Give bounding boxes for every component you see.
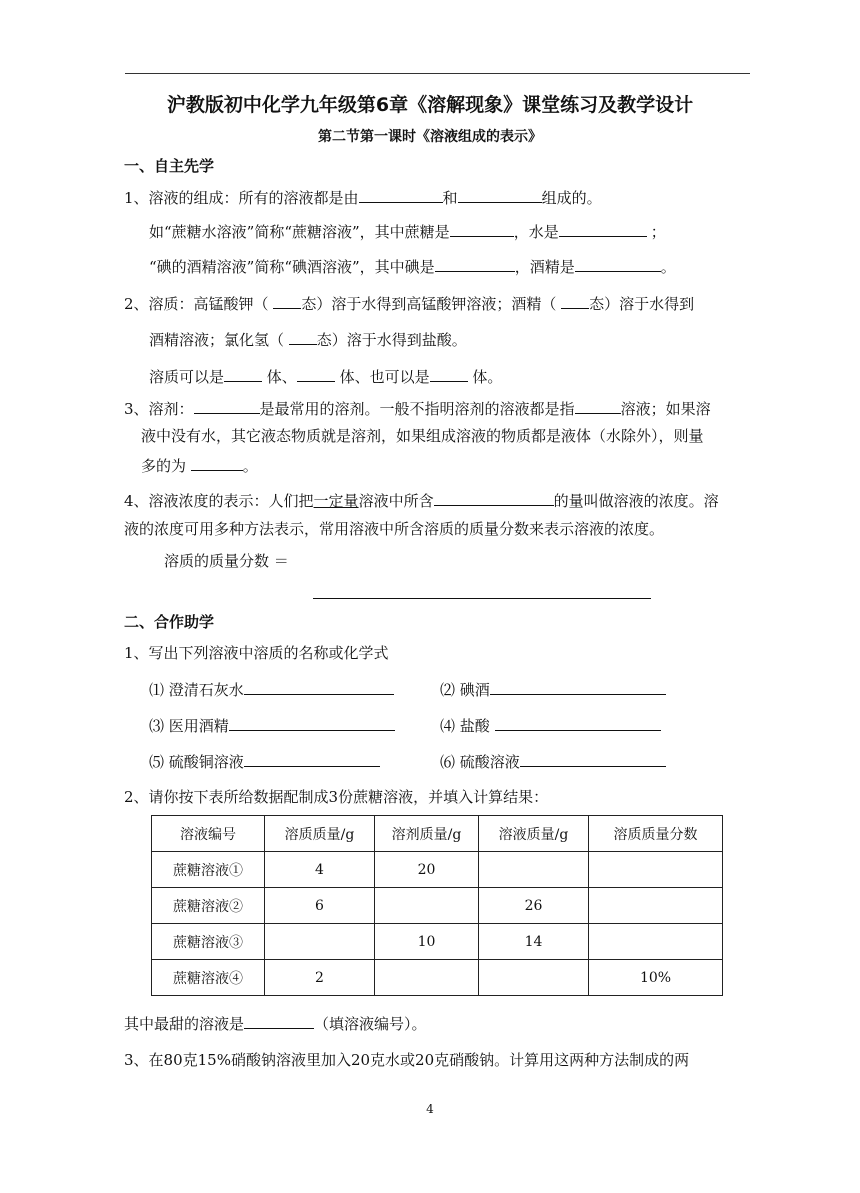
blank[interactable] [434,490,554,506]
table-row [152,888,723,924]
s1-q3-line1: 3、溶剂： 是最常用的溶剂。一般不指明溶剂的溶液都是指 溶液；如果溶 [124,400,711,418]
table-header-cell: 溶剂质量/g [375,816,479,852]
table-cell: 蔗糖溶液③ [152,924,265,960]
table-cell[interactable] [589,888,723,924]
table-cell: 20 [375,852,479,888]
blank[interactable] [450,221,514,237]
s1-q4-line2: 液的浓度可用多种方法表示，常用溶液中所含溶质的质量分数来表示溶液的浓度。 [124,520,665,538]
table-header-cell: 溶质质量/g [265,816,375,852]
blank[interactable] [289,329,317,345]
table-cell[interactable] [589,924,723,960]
table-cell: 26 [479,888,589,924]
document-subtitle: 第二节第一课时《溶液组成的表示》 [318,129,542,145]
blank[interactable] [359,187,443,203]
page-number: 4 [426,1102,434,1116]
blank[interactable] [490,679,666,695]
blank[interactable] [520,751,666,767]
table-cell: 2 [265,960,375,996]
s2-item: ⑶ 医用酒精 [149,715,395,736]
s1-q3-line3: 多的为 。 [141,457,258,475]
blank[interactable] [575,398,621,414]
s1-q4-line1: 4、溶液浓度的表示：人们把一定量溶液中所含 的量叫做溶液的浓度。溶 [124,492,719,510]
formula-label: 溶质的质量分数 ＝ [164,552,289,570]
section2-heading: 二、合作助学 [124,613,215,631]
table-row [152,852,723,888]
s2-item: ⑸ 硫酸铜溶液 [149,751,380,772]
header-rule [125,73,750,74]
blank[interactable] [244,679,394,695]
blank[interactable] [430,366,468,382]
formula-fraction-line [313,598,651,599]
s2-item: ⑷ 盐酸 [440,715,661,736]
blank[interactable] [575,256,661,272]
s1-q2-line2: 酒精溶液；氯化氢（ 态）溶于水得到盐酸。 [149,331,467,349]
s2-item: ⑴ 澄清石灰水 [149,679,394,700]
table-cell: 蔗糖溶液② [152,888,265,924]
table-header-cell: 溶质质量分数 [589,816,723,852]
s1-q3-line2: 液中没有水，其它液态物质就是溶剂，如果组成溶液的物质都是液体（水除外），则量 [141,427,704,445]
table-cell: 4 [265,852,375,888]
s1-q1-example1: 如“蔗糖水溶液”简称“蔗糖溶液”，其中蔗糖是 ，水是 ； [149,223,666,241]
blank[interactable] [224,366,262,382]
blank[interactable] [561,293,589,309]
table-cell[interactable] [265,924,375,960]
s2-q2: 2、请你按下表所给数据配制成3份蔗糖溶液，并填入计算结果： [124,788,549,806]
table-cell: 6 [265,888,375,924]
blank[interactable] [458,187,542,203]
table-cell[interactable] [479,852,589,888]
blank[interactable] [297,366,335,382]
s1-q2-line3: 溶质可以是 体、 体、也可以是 体。 [149,368,503,386]
s2-item: ⑵ 碘酒 [440,679,666,700]
table-cell: 10% [589,960,723,996]
table-row [152,924,723,960]
table-cell[interactable] [589,852,723,888]
table-header-row [152,816,723,852]
s1-q2-line1: 2、溶质：高锰酸钾（ 态）溶于水得到高锰酸钾溶液；酒精（ 态）溶于水得到 [124,295,695,313]
s2-q3: 3、在80克15%硝酸钠溶液里加入20克水或20克硝酸钠。计算用这两种方法制成的两 [124,1051,690,1069]
s1-q1-example2: “碘的酒精溶液”简称“碘酒溶液”，其中碘是 ，酒精是 。 [149,258,676,276]
table-cell[interactable] [479,960,589,996]
table-row [152,960,723,996]
table-cell: 蔗糖溶液④ [152,960,265,996]
blank[interactable] [495,715,661,731]
table-cell: 14 [479,924,589,960]
table-cell[interactable] [375,888,479,924]
table-cell: 10 [375,924,479,960]
blank[interactable] [435,256,515,272]
document-title: 沪教版初中化学九年级第6章《溶解现象》课堂练习及教学设计 [166,94,694,116]
s2-sweetest: 其中最甜的溶液是 （填溶液编号）。 [124,1015,427,1033]
blank[interactable] [244,751,380,767]
section1-heading: 一、自主先学 [124,157,215,175]
blank[interactable] [559,221,647,237]
s2-item: ⑹ 硫酸溶液 [440,751,666,772]
table-header-cell: 溶液质量/g [479,816,589,852]
blank[interactable] [194,398,260,414]
table-cell[interactable] [375,960,479,996]
solution-table [151,815,723,996]
blank[interactable] [229,715,395,731]
table-cell: 蔗糖溶液① [152,852,265,888]
blank[interactable] [244,1013,314,1029]
blank[interactable] [191,455,243,471]
table-header-cell: 溶液编号 [152,816,265,852]
s1-q1: 1、溶液的组成：所有的溶液都是由 和 组成的。 [124,189,602,207]
blank[interactable] [273,293,301,309]
s2-q1: 1、写出下列溶液中溶质的名称或化学式 [124,644,389,662]
